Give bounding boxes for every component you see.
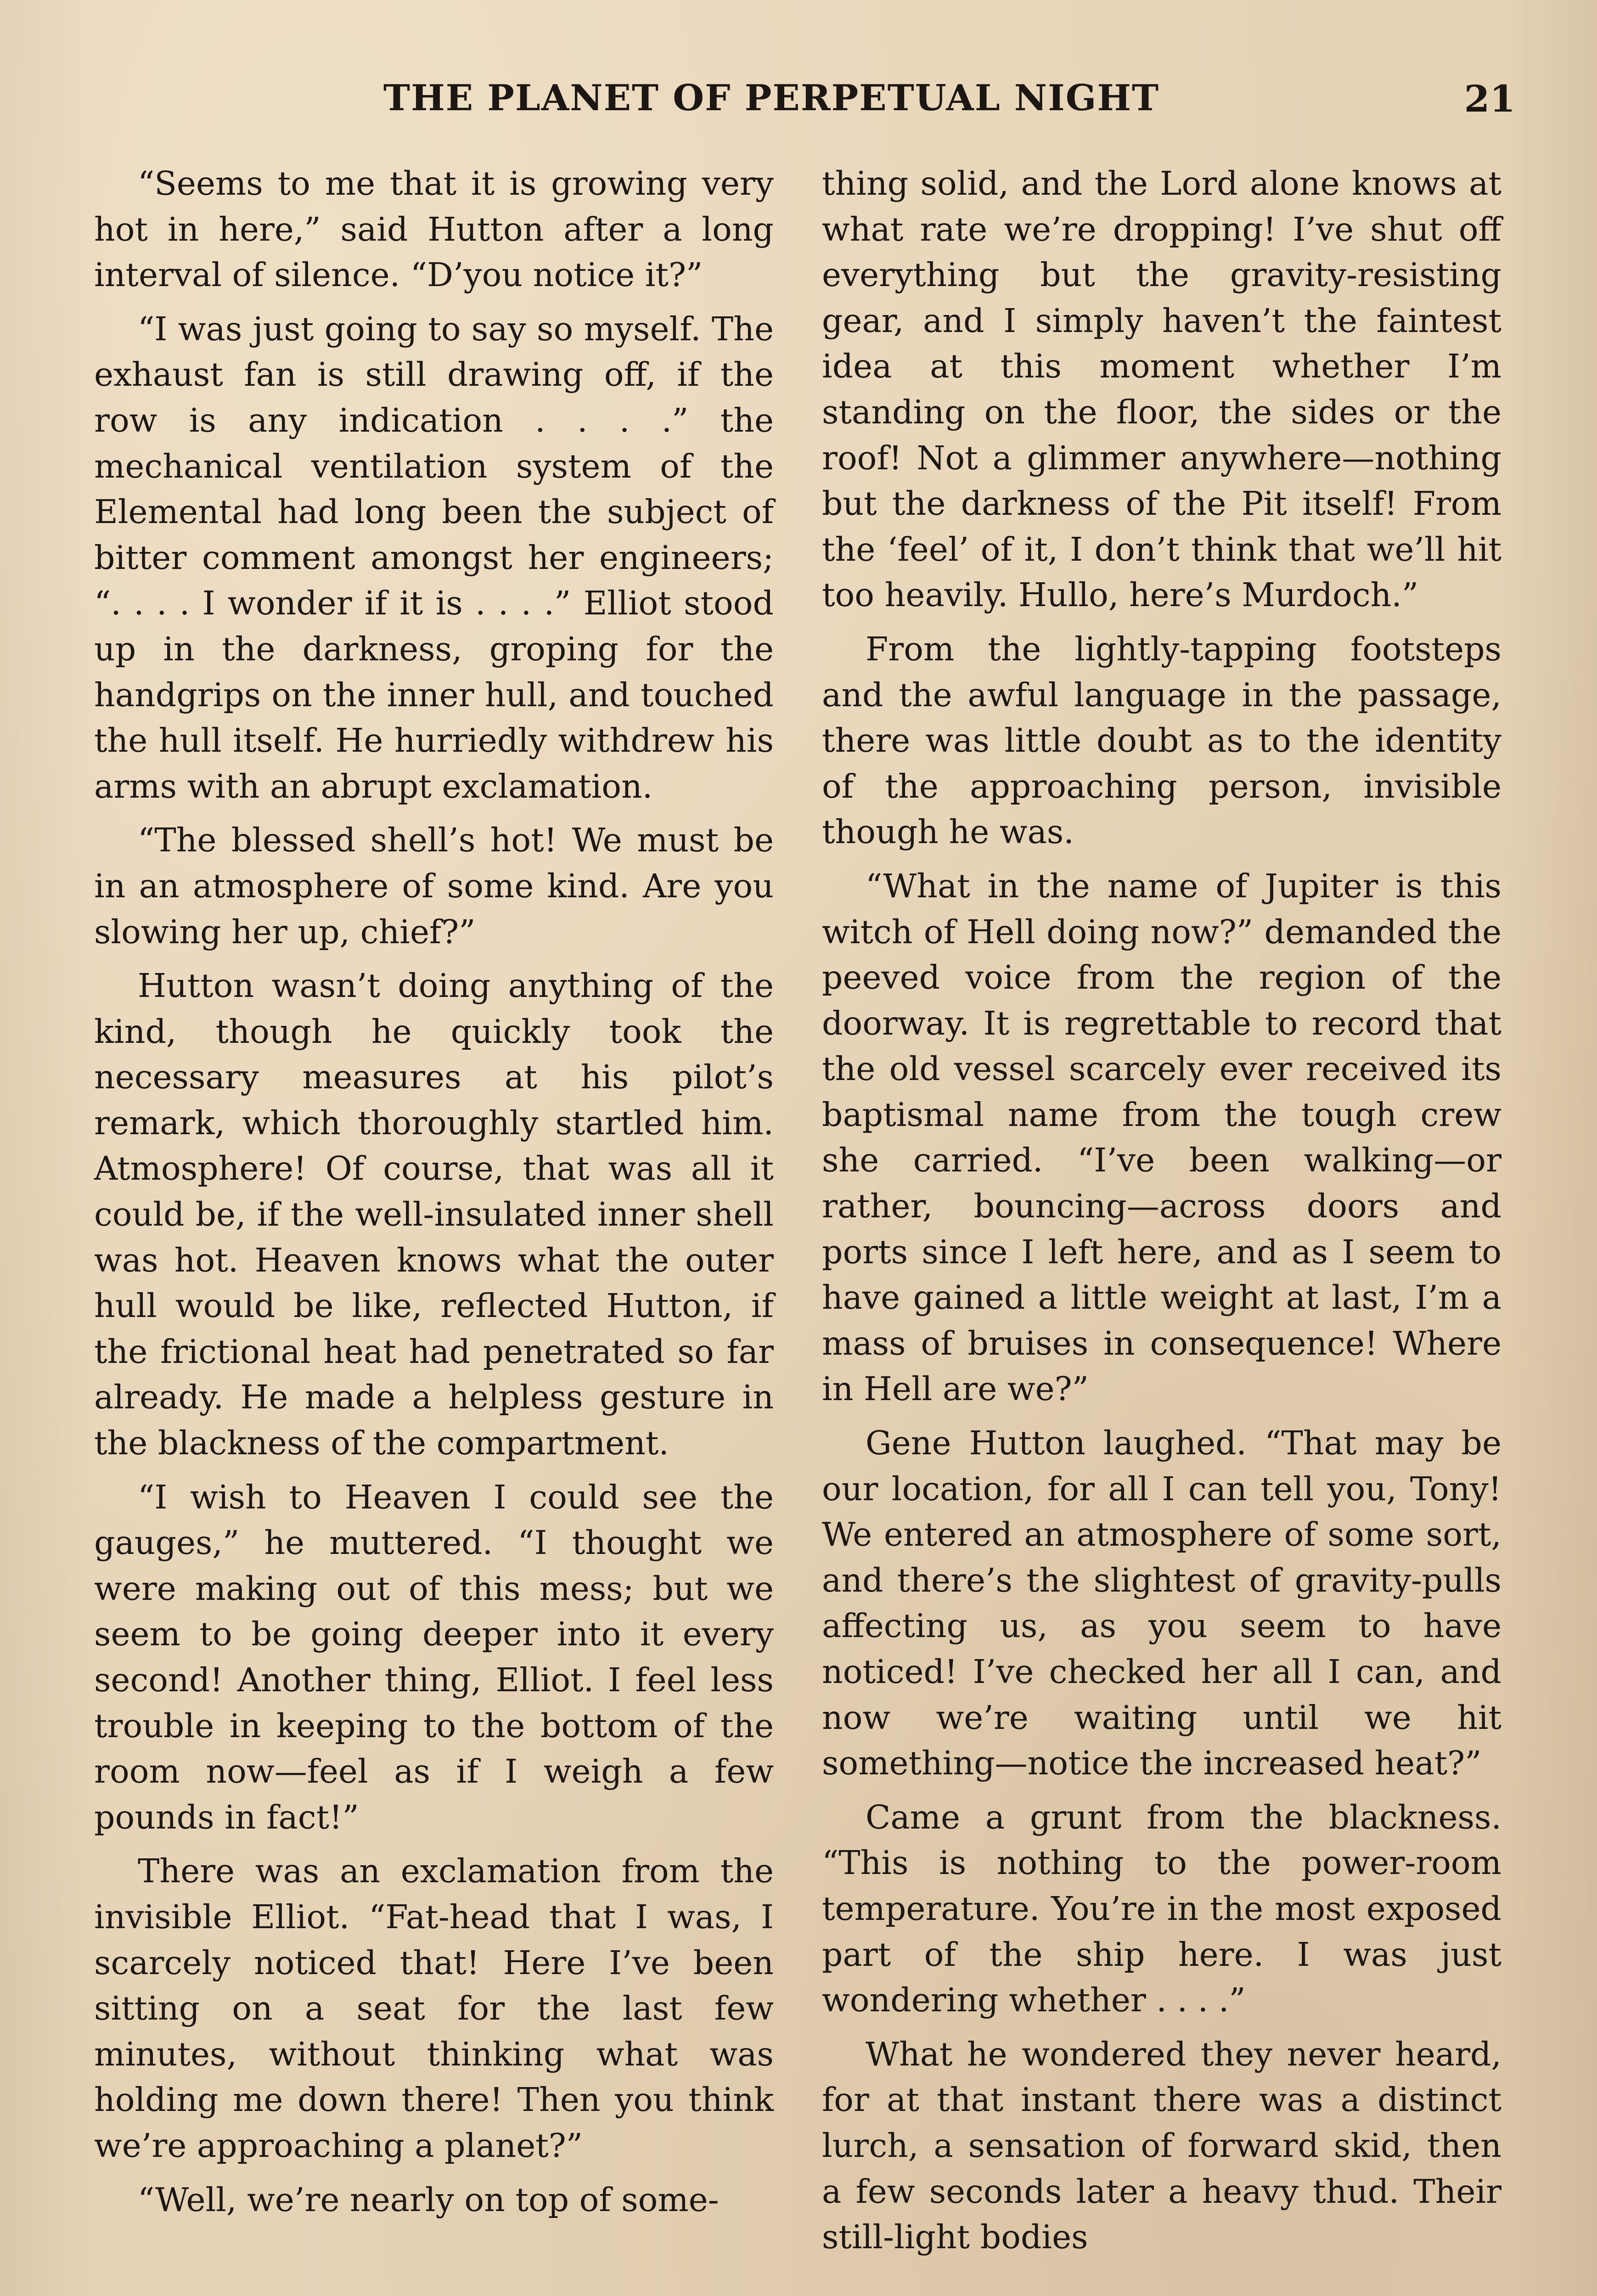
paragraph: Hutton wasn’t doing anything of the kind, though he quickly took the necessary measures at his pilot’s remark, which thoroughly startled him. Atmosphere! Of course, that was all it could be, if the well-insulated inner shell was hot. Heaven knows what the outer hull would be like, reflected Hutton, if the frictional heat had penetrated so far already. He made a helpless gesture in the blackness of the compartment. <box>94 967 774 1463</box>
running-title: THE PLANET OF PERPETUAL NIGHT <box>383 77 1160 119</box>
paragraph: What he wondered they never heard, for at that instant there was a distinct lurch, a sensation of forward skid, then a few seconds later a heavy thud. Their still-light bodies <box>822 2035 1501 2257</box>
paragraph: “Seems to me that it is growing very hot in here,” said Hutton after a long interval of silence. “D’you notice it?” <box>94 164 774 294</box>
paragraph: Gene Hutton laughed. “That may be our location, for all I can tell you, Tony! We entered an atmosphere of some sort, and there’s the slightest of gravity-pulls affecting us, as you seem to have noticed! I’ve checked her all I can, and now we’re waiting until we hit something—notice the increased heat?” <box>822 1424 1501 1783</box>
paragraph: There was an exclamation from the invisible Elliot. “Fat-head that I was, I scarcely noticed that! Here I’ve been sitting on a seat for the last few minutes, without thinking what was holding me down there! Then you think we’re approaching a planet?” <box>94 1852 774 2165</box>
paragraph-continued: thing solid, and the Lord alone knows at what rate we’re dropping! I’ve shut off everything but the gravity-resisting gear, and I simply haven’t the faintest idea at this moment whether I’m standing on the floor, the sides or the roof! Not a glimmer anywhere—nothing but the darkness of the Pit itself! From the ‘feel’ of it, I don’t think that we’ll hit too heavily. Hullo, here’s Murdoch.” <box>822 164 1501 614</box>
page-number: 21 <box>1464 77 1515 120</box>
paragraph: “I was just going to say so myself. The exhaust fan is still drawing off, if the row is any indication . . . .” the mechanical ventilation system of the Elemental had long been the subject of bitter comment amongst her engineers; “. . . . I wonder if it is . . . .” Elliot stood up in the darkness, groping for the handgrips on the inner hull, and touched the hull itself. He hurriedly withdrew his arms with an abrupt exclamation. <box>94 310 774 805</box>
paragraph: Came a grunt from the blackness. “This is nothing to the power-room temperature. You’re in the most exposed part of the ship here. I was just wondering whether . . . .” <box>822 1798 1501 2020</box>
paragraph: “What in the name of Jupiter is this witch of Hell doing now?” demanded the peeved voice from the region of the doorway. It is regrettable to record that the old vessel scarcely ever received its baptismal name from the tough crew she carried. “I’ve been walking—or rather, bouncing—across doors and ports since I left here, and as I seem to have gained a little weight at last, I’m a mass of bruises in consequence! Where in Hell are we?” <box>822 867 1501 1408</box>
page-header <box>92 77 1515 128</box>
paragraph: From the lightly-tapping footsteps and the awful language in the passage, there was little doubt as to the identity of the approaching person, invisible though he was. <box>822 630 1501 851</box>
left-column <box>94 161 774 2231</box>
paragraph: “Well, we’re nearly on top of some- <box>138 2180 719 2219</box>
paragraph: “I wish to Heaven I could see the gauges,” he muttered. “I thought we were making out of this mess; but we seem to be going deeper into it every second! Another thing, Elliot. I feel less trouble in keeping to the bottom of the room now—feel as if I weigh a few pounds in fact!” <box>94 1478 774 1836</box>
right-column <box>822 161 1501 2268</box>
paragraph: “The blessed shell’s hot! We must be in an atmosphere of some kind. Are you slowing her up, chief?” <box>94 821 774 951</box>
